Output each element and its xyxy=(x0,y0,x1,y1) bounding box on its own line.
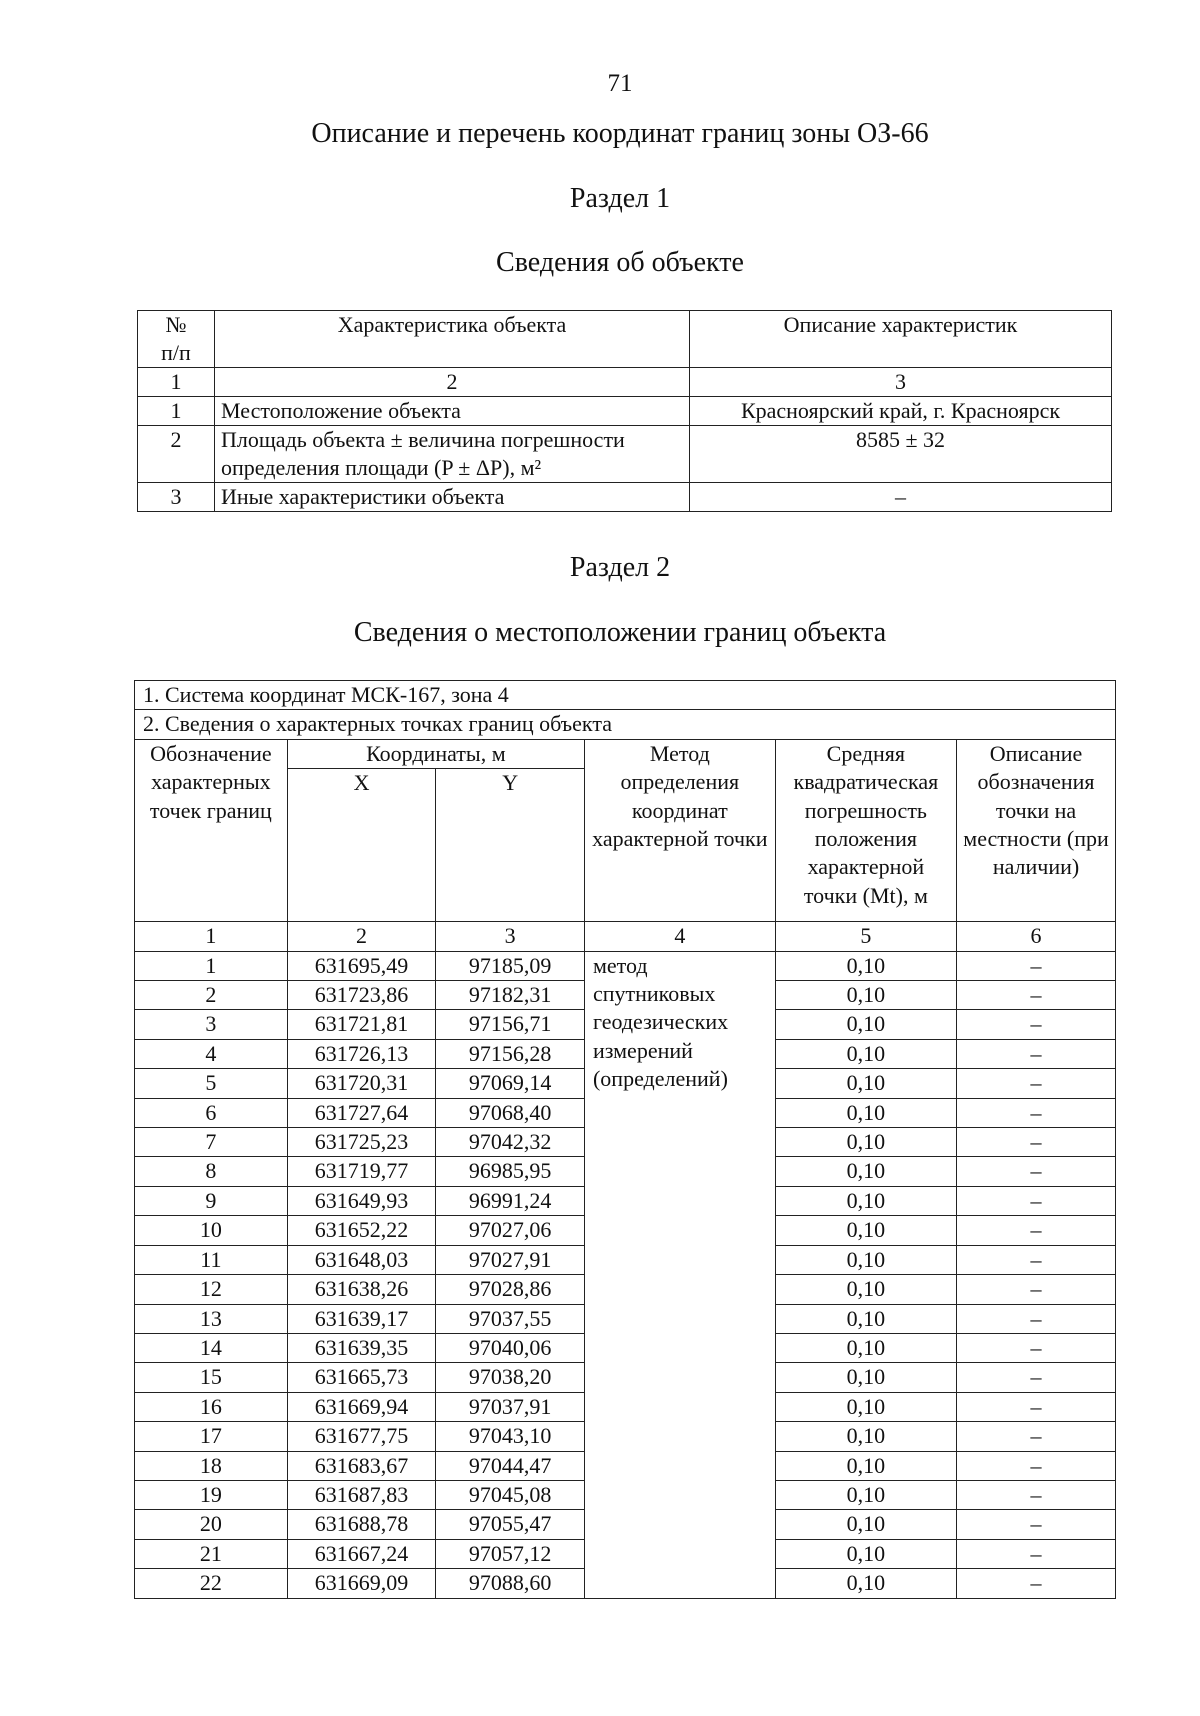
point-description: – xyxy=(957,981,1116,1010)
column-number: 6 xyxy=(957,922,1116,951)
point-x: 631721,81 xyxy=(287,1010,436,1039)
point-description: – xyxy=(957,1333,1116,1362)
point-y: 97156,71 xyxy=(436,1010,585,1039)
point-error: 0,10 xyxy=(775,1539,956,1568)
point-x: 631725,23 xyxy=(287,1128,436,1157)
boundary-points-body xyxy=(135,951,1116,1598)
point-description: – xyxy=(957,1128,1116,1157)
point-description: – xyxy=(957,1216,1116,1245)
point-number: 8 xyxy=(135,1157,288,1186)
row-description: Красноярский край, г. Красноярск xyxy=(690,397,1112,426)
column-number: 1 xyxy=(138,368,215,397)
column-number: 2 xyxy=(287,922,436,951)
method-cell: метод спутниковых геодезических измерений (определений) xyxy=(584,951,775,1598)
point-y: 97027,06 xyxy=(436,1216,585,1245)
row-characteristic: Иные характеристики объекта xyxy=(215,483,690,512)
point-x: 631723,86 xyxy=(287,981,436,1010)
point-number: 3 xyxy=(135,1010,288,1039)
y-header: Y xyxy=(436,769,585,922)
point-x: 631652,22 xyxy=(287,1216,436,1245)
point-x: 631639,17 xyxy=(287,1304,436,1333)
point-description: – xyxy=(957,1157,1116,1186)
section2-title: Раздел 2 xyxy=(569,552,671,583)
point-x: 631669,94 xyxy=(287,1392,436,1421)
point-description: – xyxy=(957,1069,1116,1098)
point-error: 0,10 xyxy=(775,1275,956,1304)
points-info-row xyxy=(135,710,1116,739)
point-description: – xyxy=(957,1569,1116,1598)
row-description: 8585 ± 32 xyxy=(690,426,1112,483)
point-error: 0,10 xyxy=(775,1451,956,1480)
point-y: 97045,08 xyxy=(436,1480,585,1509)
point-y: 97156,28 xyxy=(436,1039,585,1068)
point-y: 97068,40 xyxy=(436,1098,585,1127)
header-cell: № п/п xyxy=(138,311,215,368)
designation-header: Обозначение характерных точек границ xyxy=(135,739,288,921)
row-number: 3 xyxy=(138,483,215,512)
point-x: 631719,77 xyxy=(287,1157,436,1186)
point-description: – xyxy=(957,1186,1116,1215)
point-number: 18 xyxy=(135,1451,288,1480)
column-number: 3 xyxy=(436,922,585,951)
point-error: 0,10 xyxy=(775,1128,956,1157)
point-error: 0,10 xyxy=(775,951,956,980)
section2-subtitle: Сведения о местоположении границ объекта xyxy=(353,617,887,648)
point-number: 19 xyxy=(135,1480,288,1509)
error-header: Средняя квадратическая погрешность положения характерной точки (Mt), м xyxy=(775,739,956,921)
point-y: 97055,47 xyxy=(436,1510,585,1539)
point-number: 9 xyxy=(135,1186,288,1215)
point-x: 631727,64 xyxy=(287,1098,436,1127)
point-description: – xyxy=(957,1010,1116,1039)
row-number: 1 xyxy=(138,397,215,426)
column-number-row xyxy=(138,368,1112,397)
object-info-body xyxy=(138,397,1112,512)
point-number: 1 xyxy=(135,951,288,980)
point-description: – xyxy=(957,1039,1116,1068)
point-y: 97069,14 xyxy=(436,1069,585,1098)
point-number: 12 xyxy=(135,1275,288,1304)
point-error: 0,10 xyxy=(775,1039,956,1068)
point-description: – xyxy=(957,1098,1116,1127)
point-number: 21 xyxy=(135,1539,288,1568)
object-info-table xyxy=(137,310,1112,512)
point-y: 97057,12 xyxy=(436,1539,585,1568)
point-number: 10 xyxy=(135,1216,288,1245)
table-header-row xyxy=(138,311,1112,368)
point-y: 97027,91 xyxy=(436,1245,585,1274)
point-error: 0,10 xyxy=(775,1216,956,1245)
description-header: Описание обозначения точки на местности (при наличии) xyxy=(957,739,1116,921)
header-cell: Описание характеристик xyxy=(690,311,1112,368)
row-description: – xyxy=(690,483,1112,512)
boundary-points-table xyxy=(134,680,1116,1599)
point-error: 0,10 xyxy=(775,1480,956,1509)
section1-title: Раздел 1 xyxy=(569,183,671,214)
point-error: 0,10 xyxy=(775,1098,956,1127)
point-error: 0,10 xyxy=(775,1186,956,1215)
point-number: 11 xyxy=(135,1245,288,1274)
point-x: 631648,03 xyxy=(287,1245,436,1274)
point-error: 0,10 xyxy=(775,981,956,1010)
method-header: Метод определения координат характерной точки xyxy=(584,739,775,921)
coordinate-system-row xyxy=(135,681,1116,710)
point-error: 0,10 xyxy=(775,1010,956,1039)
column-number: 1 xyxy=(135,922,288,951)
point-number: 4 xyxy=(135,1039,288,1068)
x-header: X xyxy=(287,769,436,922)
point-x: 631667,24 xyxy=(287,1539,436,1568)
column-number-row xyxy=(135,922,1116,951)
point-x: 631688,78 xyxy=(287,1510,436,1539)
point-error: 0,10 xyxy=(775,1392,956,1421)
header-cell: Характеристика объекта xyxy=(215,311,690,368)
point-number: 13 xyxy=(135,1304,288,1333)
point-description: – xyxy=(957,1363,1116,1392)
point-error: 0,10 xyxy=(775,1157,956,1186)
document-title: Описание и перечень координат границ зоны ОЗ-66 xyxy=(311,118,929,149)
point-y: 97037,55 xyxy=(436,1304,585,1333)
point-number: 6 xyxy=(135,1098,288,1127)
point-error: 0,10 xyxy=(775,1569,956,1598)
point-description: – xyxy=(957,1392,1116,1421)
point-number: 17 xyxy=(135,1422,288,1451)
column-number: 3 xyxy=(690,368,1112,397)
points-info-cell: 2. Сведения о характерных точках границ объекта xyxy=(135,710,1116,739)
row-number: 2 xyxy=(138,426,215,483)
point-description: – xyxy=(957,1245,1116,1274)
point-description: – xyxy=(957,1275,1116,1304)
point-y: 96991,24 xyxy=(436,1186,585,1215)
column-number: 2 xyxy=(215,368,690,397)
table-row xyxy=(138,483,1112,512)
row-characteristic: Площадь объекта ± величина погрешности определения площади (P ± ΔP), м² xyxy=(215,426,690,483)
column-number: 4 xyxy=(584,922,775,951)
point-x: 631677,75 xyxy=(287,1422,436,1451)
point-description: – xyxy=(957,1480,1116,1509)
point-y: 97037,91 xyxy=(436,1392,585,1421)
point-x: 631720,31 xyxy=(287,1069,436,1098)
point-x: 631669,09 xyxy=(287,1569,436,1598)
point-error: 0,10 xyxy=(775,1510,956,1539)
table-row xyxy=(135,951,1116,980)
point-x: 631639,35 xyxy=(287,1333,436,1362)
point-x: 631638,26 xyxy=(287,1275,436,1304)
point-number: 22 xyxy=(135,1569,288,1598)
coordinates-header: Координаты, м xyxy=(287,739,584,768)
point-number: 2 xyxy=(135,981,288,1010)
page-number: 71 xyxy=(607,70,633,97)
point-number: 5 xyxy=(135,1069,288,1098)
point-y: 97042,32 xyxy=(436,1128,585,1157)
point-x: 631649,93 xyxy=(287,1186,436,1215)
point-x: 631687,83 xyxy=(287,1480,436,1509)
point-number: 20 xyxy=(135,1510,288,1539)
point-y: 97038,20 xyxy=(436,1363,585,1392)
column-number: 5 xyxy=(775,922,956,951)
point-number: 14 xyxy=(135,1333,288,1362)
point-description: – xyxy=(957,1422,1116,1451)
point-y: 97185,09 xyxy=(436,951,585,980)
point-x: 631665,73 xyxy=(287,1363,436,1392)
coordinate-system-cell: 1. Система координат МСК-167, зона 4 xyxy=(135,681,1116,710)
point-error: 0,10 xyxy=(775,1304,956,1333)
point-error: 0,10 xyxy=(775,1363,956,1392)
section1-subtitle: Сведения об объекте xyxy=(496,247,744,278)
point-error: 0,10 xyxy=(775,1245,956,1274)
point-number: 15 xyxy=(135,1363,288,1392)
point-y: 97028,86 xyxy=(436,1275,585,1304)
point-error: 0,10 xyxy=(775,1422,956,1451)
table-row xyxy=(138,397,1112,426)
point-x: 631695,49 xyxy=(287,951,436,980)
point-description: – xyxy=(957,1451,1116,1480)
point-error: 0,10 xyxy=(775,1333,956,1362)
point-y: 97182,31 xyxy=(436,981,585,1010)
point-y: 97040,06 xyxy=(436,1333,585,1362)
point-y: 96985,95 xyxy=(436,1157,585,1186)
table-header-row xyxy=(135,739,1116,768)
point-number: 7 xyxy=(135,1128,288,1157)
point-number: 16 xyxy=(135,1392,288,1421)
row-characteristic: Местоположение объекта xyxy=(215,397,690,426)
point-y: 97088,60 xyxy=(436,1569,585,1598)
table-row xyxy=(138,426,1112,483)
point-x: 631683,67 xyxy=(287,1451,436,1480)
point-y: 97043,10 xyxy=(436,1422,585,1451)
point-x: 631726,13 xyxy=(287,1039,436,1068)
point-description: – xyxy=(957,1539,1116,1568)
point-description: – xyxy=(957,951,1116,980)
point-y: 97044,47 xyxy=(436,1451,585,1480)
point-description: – xyxy=(957,1304,1116,1333)
point-description: – xyxy=(957,1510,1116,1539)
point-error: 0,10 xyxy=(775,1069,956,1098)
